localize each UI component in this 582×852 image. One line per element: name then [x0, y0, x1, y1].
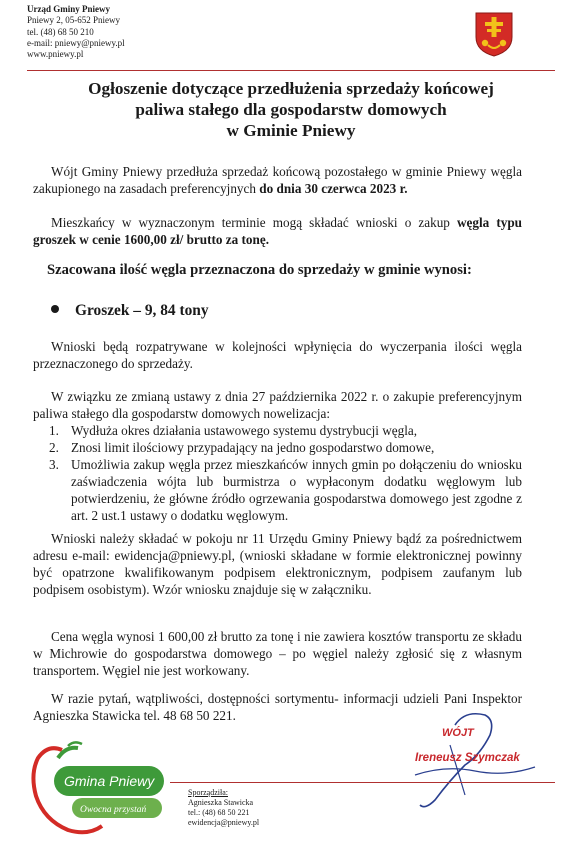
coat-of-arms-icon: [474, 11, 514, 57]
paragraph-price-text: Cena węgla wynosi 1 600,00 zł brutto za tonę i nie zawiera kosztów transportu ze składu w Michrowie do gospodarstwa domowego – po węgiel należy zgłosić się z własnym transportem. Węgiel nie jest workowany.: [33, 629, 522, 678]
title-line-3: w Gminie Pniewy: [226, 121, 356, 140]
footer-prepared-by: [188, 788, 259, 828]
paragraph-submission: [33, 530, 522, 598]
signature-title: WÓJT: [442, 727, 474, 739]
document-title: [20, 78, 562, 141]
office-email: e-mail: pniewy@pniewy.pl: [27, 37, 125, 48]
title-line-1: Ogłoszenie dotyczące przedłużenia sprzedaży końcowej: [88, 79, 494, 98]
office-website: www.pniewy.pl: [27, 49, 84, 60]
paragraph-submission-text: Wnioski należy składać w pokoju nr 11 Urzędu Gminy Pniewy bądź za pośrednictwem adresu e-mail: ewidencja@pniewy.pl, (wnioski składane w formie elektronicznej powinny być opatrzone kwalifikowanym podpisem elektronicznym, podpisem zaufanym lub podpisem osobistym). Wzór wniosku znajduje się w załączniku.: [33, 531, 522, 597]
logo-name: Gmina Pniewy: [64, 773, 155, 789]
paragraph-extension: [33, 163, 522, 197]
quantity-bullet: [51, 302, 209, 320]
list-item: 2. Znosi limit ilościowy przypadający na jedno gospodarstwo domowe,: [49, 440, 435, 455]
footer-phone: tel.: (48) 68 50 221: [188, 808, 250, 817]
signature-name: Ireneusz Szymczak: [415, 752, 520, 764]
footer-name: Agnieszka Stawicka: [188, 798, 254, 807]
paragraph-application-price: węgla typu groszek w cenie 1600,00 zł/ brutto za tonę.: [33, 215, 522, 247]
gmina-pniewy-logo-icon: [28, 738, 170, 838]
office-name: Urząd Gminy Pniewy: [27, 4, 110, 14]
office-header: [27, 4, 125, 60]
paragraph-price: [33, 628, 522, 679]
amendment-list: [33, 422, 522, 524]
logo-tagline: Owocna przystań: [80, 805, 147, 815]
title-line-2: paliwa stałego dla gospodarstw domowych: [135, 100, 447, 119]
quantity-bullet-text: Groszek – 9, 84 tony: [75, 302, 209, 319]
paragraph-extension-deadline: do dnia 30 czerwca 2023 r.: [259, 181, 408, 196]
paragraph-application-text: Mieszkańcy w wyznaczonym terminie mogą składać wnioski o zakup: [51, 215, 457, 230]
paragraph-application: [33, 214, 522, 248]
list-item: 3. Umożliwia zakup węgla przez mieszkańców innych gmin po dołączeniu do wniosku zaświadczenia wójta lub burmistrza o wypłaconym dodatku węglowym lub potwierdzeniu, że główne źródło ogrzewania gospodarstwa domowego jest zgodne z art. 2 ust.1 ustawy o dodatku węglowym.: [49, 457, 522, 523]
paragraph-contact-text: W razie pytań, wątpliwości, dostępności sortymentu- informacji udzieli Pani Inspektor Agnieszka Stawicka tel. 48 68 50 221.: [33, 691, 522, 723]
list-item: 1. Wydłuża okres działania ustawowego systemu dystrybucji węgla,: [49, 423, 418, 438]
office-address: Pniewy 2, 05-652 Pniewy: [27, 15, 120, 26]
office-phone: tel. (48) 68 50 210: [27, 26, 94, 37]
estimated-quantity-heading: Szacowana ilość węgla przeznaczona do sprzedaży w gminie wynosi:: [47, 262, 472, 278]
paragraph-amendment-text: W związku ze zmianą ustawy z dnia 27 października 2022 r. o zakupie preferencyjnym paliwa stałego dla gospodarstw domowych nowelizacja:: [33, 389, 522, 421]
paragraph-order: [33, 338, 522, 372]
footer-email: ewidencja@pniewy.pl: [188, 818, 260, 827]
footer-divider: [170, 782, 555, 783]
paragraph-order-text: Wnioski będą rozpatrywane w kolejności wpłynięcia do wyczerpania ilości węgla przeznaczonego do sprzedaży.: [33, 339, 522, 371]
footer-label: Sporządziła:: [188, 788, 228, 797]
paragraph-extension-text: Wójt Gminy Pniewy przedłuża sprzedaż końcową pozostałego w gminie Pniewy węgla zakupionego na zasadach preferencyjnych: [33, 164, 522, 196]
paragraph-amendment: [33, 388, 522, 524]
header-divider: [27, 70, 555, 71]
bullet-icon: [51, 305, 59, 313]
